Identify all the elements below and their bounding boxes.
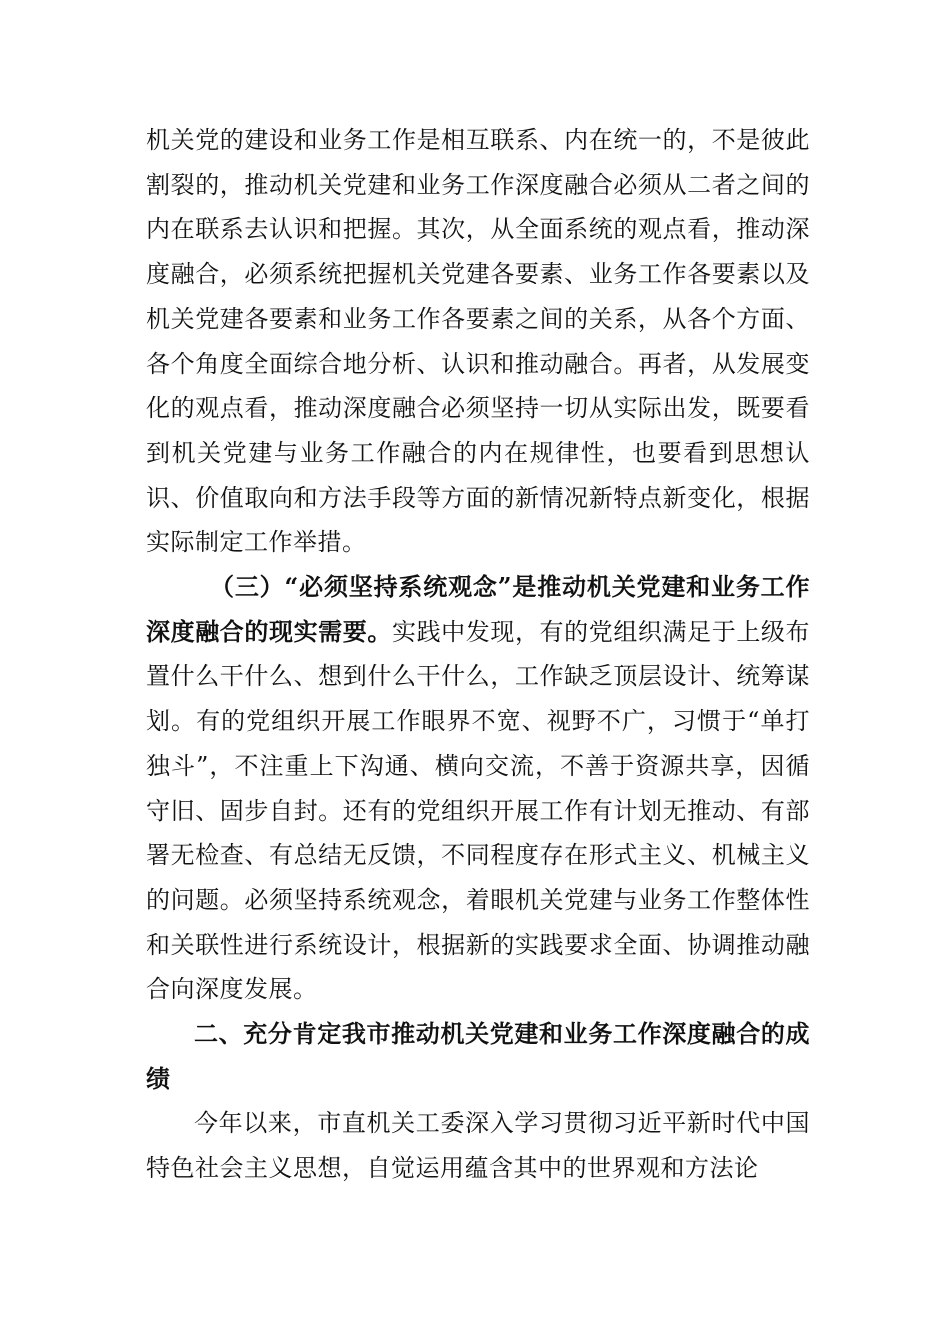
section-three-lead: （三）“必须坚持系统观念”是推动机关党建和业务工作深度融合的现实需要。 [146,572,810,646]
section-heading-two: 二、充分肯定我市推动机关党建和业务工作深度融合的成绩 [146,1020,810,1093]
paragraph-section-two-intro: 今年以来，市直机关工委深入学习贯彻习近平新时代中国特色社会主义思想，自觉运用蕴含其中的世界观和方法论 [146,1109,810,1183]
paragraph-continuation: 机关党的建设和业务工作是相互联系、内在统一的，不是彼此割裂的，推动机关党建和业务工作深度融合必须从二者之间的内在联系去认识和把握。其次，从全面系统的观点看，推动深度融合，必须系统把握机关党建各要素、业务工作各要素以及机关党建各要素和业务工作各要素之间的关系，从各个方面、各个角度全面综合地分析、认识和推动融合。再者，从发展变化的观点看，推动深度融合必须坚持一切从实际出发，既要看到机关党建与业务工作融合的内在规律性，也要看到思想认识、价值取向和方法手段等方面的新情况新特点新变化，根据实际制定工作举措。 [146,126,810,557]
document-body [146,118,810,1191]
paragraph-section-three [146,565,810,1012]
section-three-body: 实践中发现，有的党组织满足于上级布置什么干什么、想到什么干什么，工作缺乏顶层设计、统筹谋划。有的党组织开展工作眼界不宽、视野不广，习惯于“单打独斗”，不注重上下沟通、横向交流，不善于资源共享，因循守旧、固步自封。还有的党组织开展工作有计划无推动、有部署无检查、有总结无反馈，不同程度存在形式主义、机械主义的问题。必须坚持系统观念，着眼机关党建与业务工作整体性和关联性进行系统设计，根据新的实践要求全面、协调推动融合向深度发展。 [146,617,811,1004]
